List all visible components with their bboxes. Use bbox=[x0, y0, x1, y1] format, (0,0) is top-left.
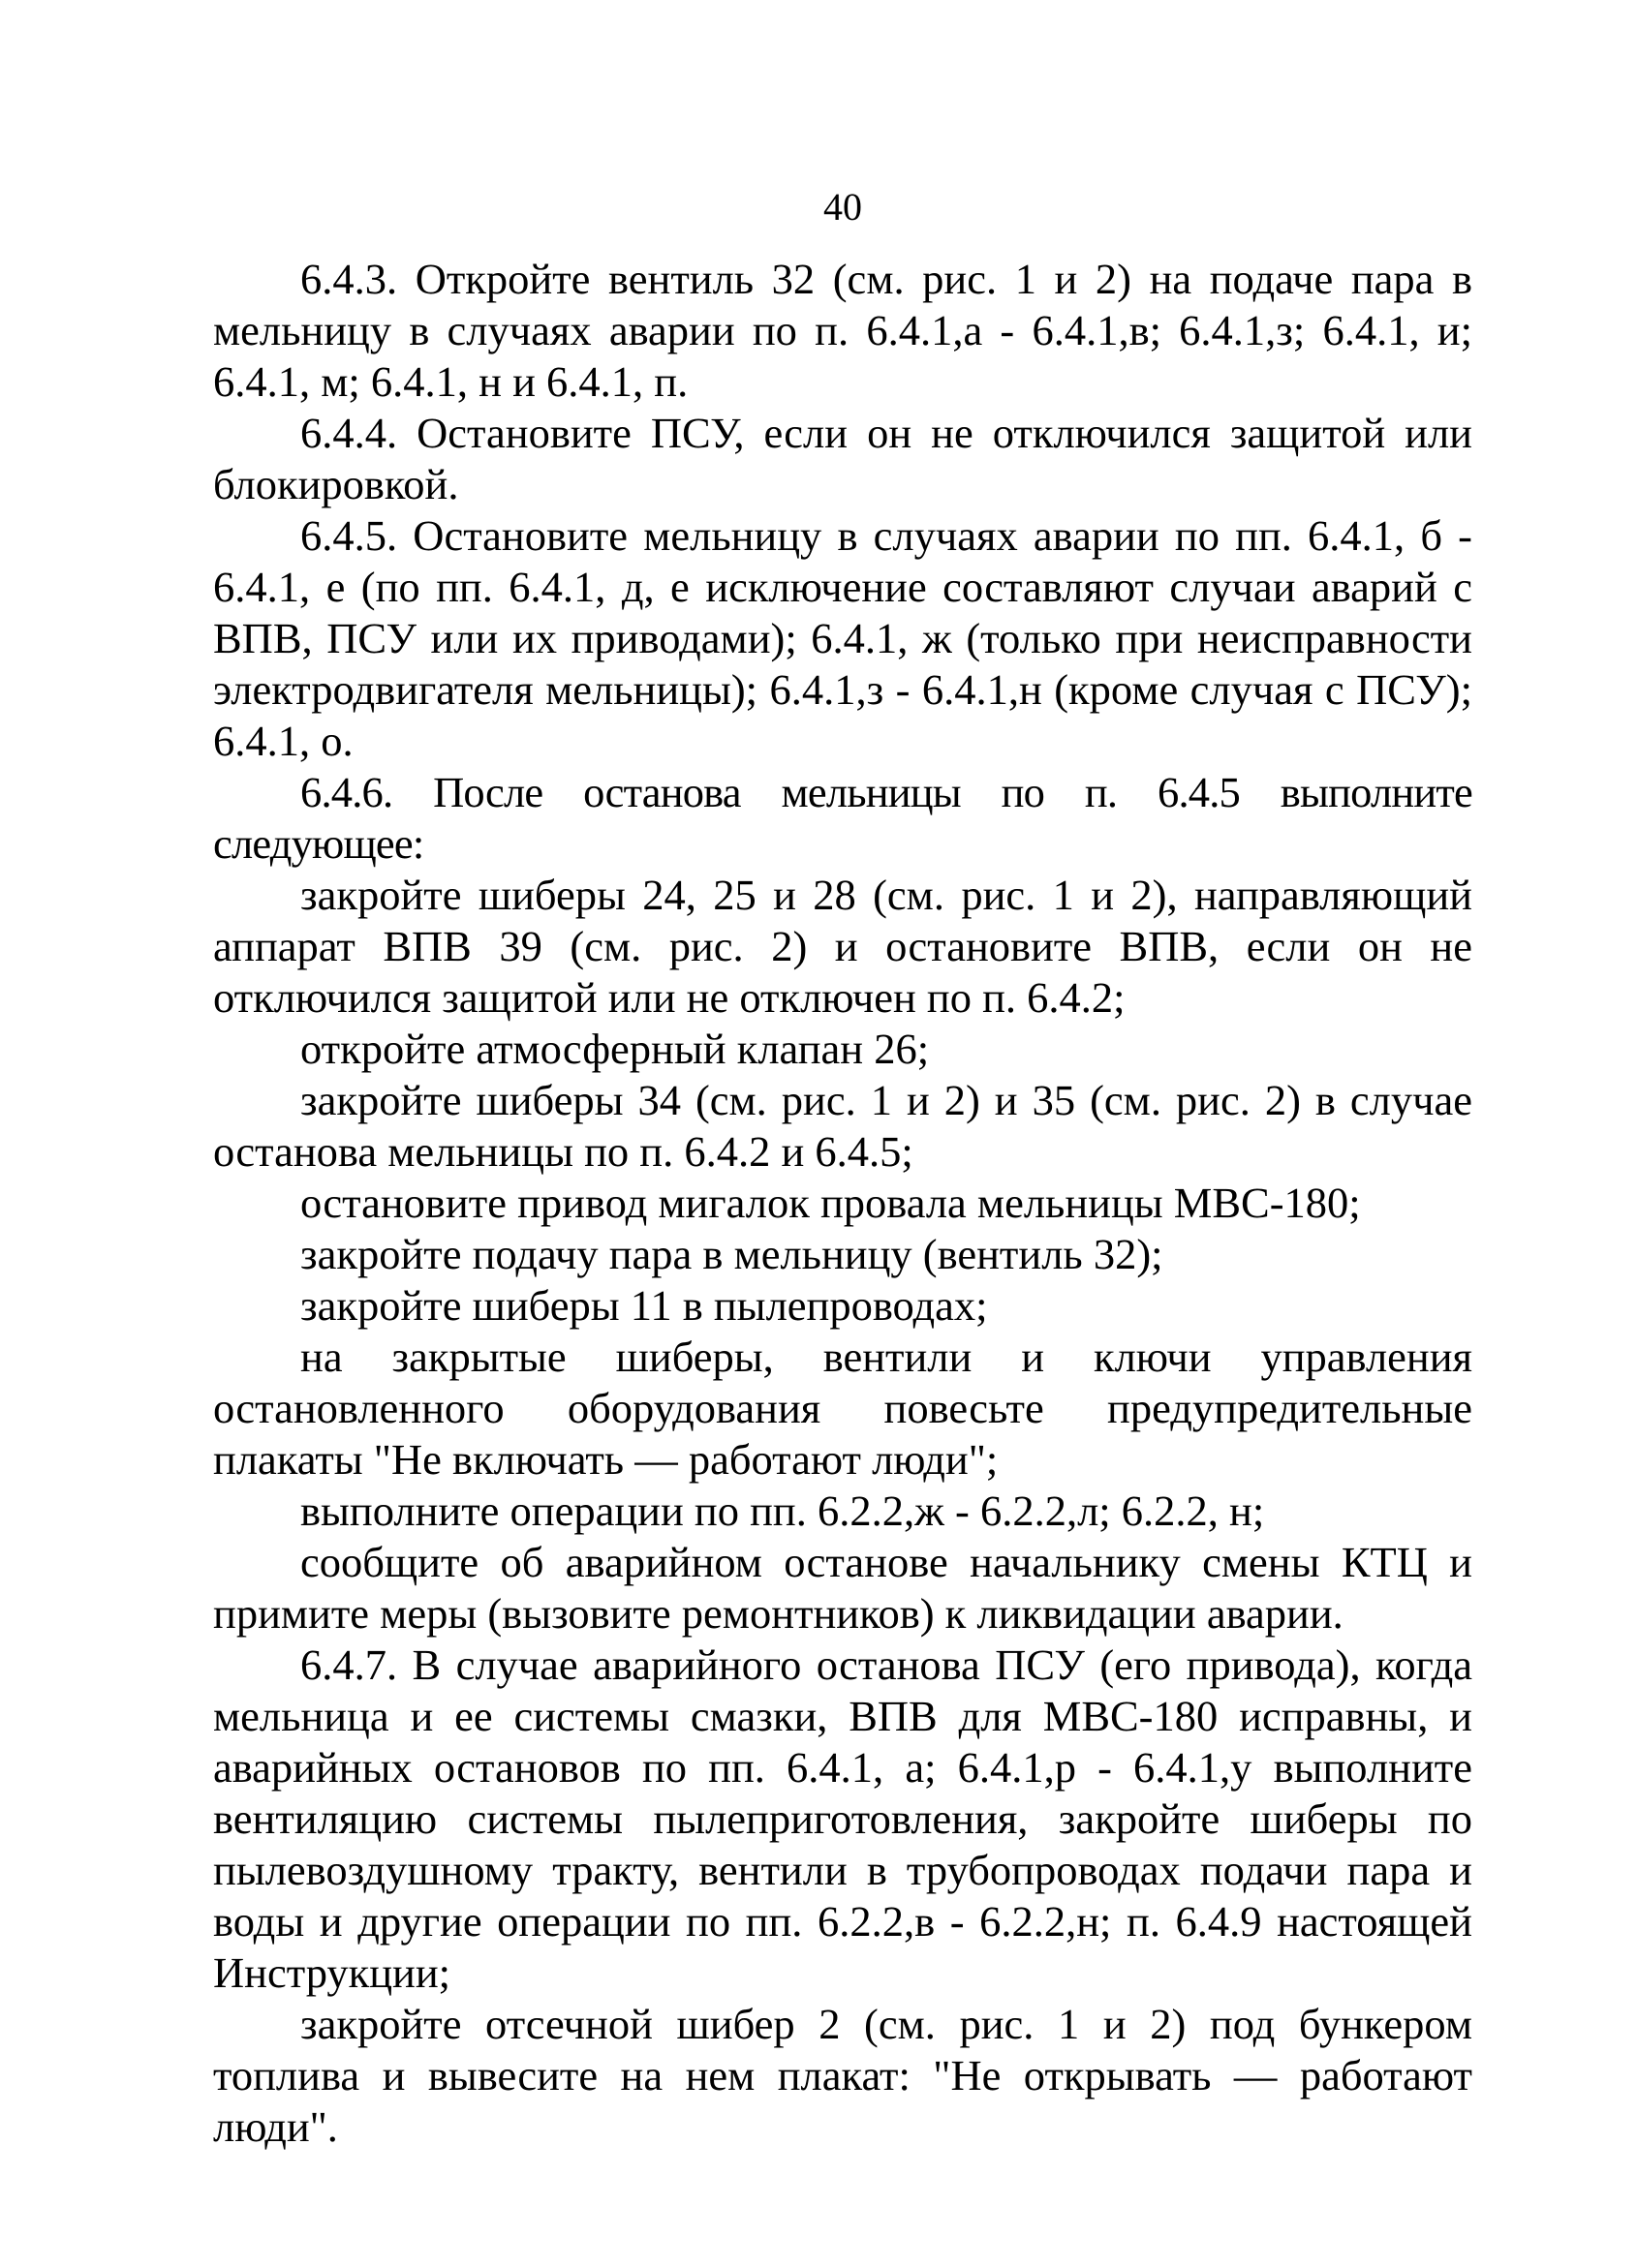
list-item-hang-posters: на закрытые шиберы, вентили и ключи управления остановленного оборудования повесьте предупредительные плакаты "Не включать — работают люди"; bbox=[213, 1333, 1472, 1484]
page-number: 40 bbox=[823, 185, 862, 229]
paragraph-6-4-5: 6.4.5. Остановите мельницу в случаях аварии по пп. 6.4.1, б - 6.4.1, е (по пп. 6.4.1, д, е исключение составляют случаи аварий с ВПВ, ПСУ или их приводами); 6.4.1, ж (только при неисправности электродвигателя мельницы); 6.4.1,з - 6.4.1,н (кроме случая с ПСУ); 6.4.1, о. bbox=[213, 511, 1472, 765]
paragraph-6-4-4: 6.4.4. Остановите ПСУ, если он не отключился защитой или блокировкой. bbox=[213, 409, 1472, 508]
paragraph-6-4-3: 6.4.3. Откройте вентиль 32 (см. рис. 1 и 2) на подаче пара в мельницу в случаях аварии по п. 6.4.1,а - 6.4.1,в; 6.4.1,з; 6.4.1, и; 6.4.1, м; 6.4.1, н и 6.4.1, п. bbox=[213, 255, 1472, 406]
list-item-perform-operations: выполните операции по пп. 6.2.2,ж - 6.2.2,л; 6.2.2, н; bbox=[300, 1486, 1265, 1535]
list-item-close-steam: закройте подачу пара в мельницу (вентиль 32); bbox=[300, 1230, 1163, 1278]
list-item-close-shutoff-damper: закройте отсечной шибер 2 (см. рис. 1 и 2) под бункером топлива и вывесите на нем плакат: "Не открывать — работают люди". bbox=[213, 2000, 1472, 2151]
list-item-report: сообщите об аварийном останове начальнику смены КТЦ и примите меры (вызовите ремонтников) к ликвидации аварии. bbox=[213, 1538, 1472, 1638]
list-item-close-dampers-34-35: закройте шиберы 34 (см. рис. 1 и 2) и 35 (см. рис. 2) в случае останова мельницы по п. 6.4.2 и 6.4.5; bbox=[213, 1076, 1472, 1176]
list-item-open-valve: откройте атмосферный клапан 26; bbox=[300, 1025, 930, 1073]
list-item-close-dampers: закройте шиберы 24, 25 и 28 (см. рис. 1 и 2), направляющий аппарат ВПВ 39 (см. рис. 2) и остановите ВПВ, если он не отключился защитой или не отключен по п. 6.4.2; bbox=[213, 871, 1472, 1022]
document-page bbox=[213, 184, 1472, 2153]
list-item-close-dampers-11: закройте шиберы 11 в пылепроводах; bbox=[300, 1281, 988, 1330]
list-item-stop-drive: остановите привод мигалок провала мельницы МВС-180; bbox=[300, 1179, 1361, 1227]
paragraph-6-4-7: 6.4.7. В случае аварийного останова ПСУ (его привода), когда мельница и ее системы смазки, ВПВ для МВС-180 исправны, и аварийных остановов по пп. 6.4.1, а; 6.4.1,р - 6.4.1,у выполните вентиляцию системы пылеприготовления, закройте шиберы по пылевоздушному тракту, вентили в трубопроводах подачи пара и воды и другие операции по пп. 6.2.2,в - 6.2.2,н; п. 6.4.9 настоящей Инструкции; bbox=[213, 1640, 1472, 1997]
paragraph-6-4-6: 6.4.6. После останова мельницы по п. 6.4.5 выполните следующее: bbox=[213, 768, 1472, 868]
